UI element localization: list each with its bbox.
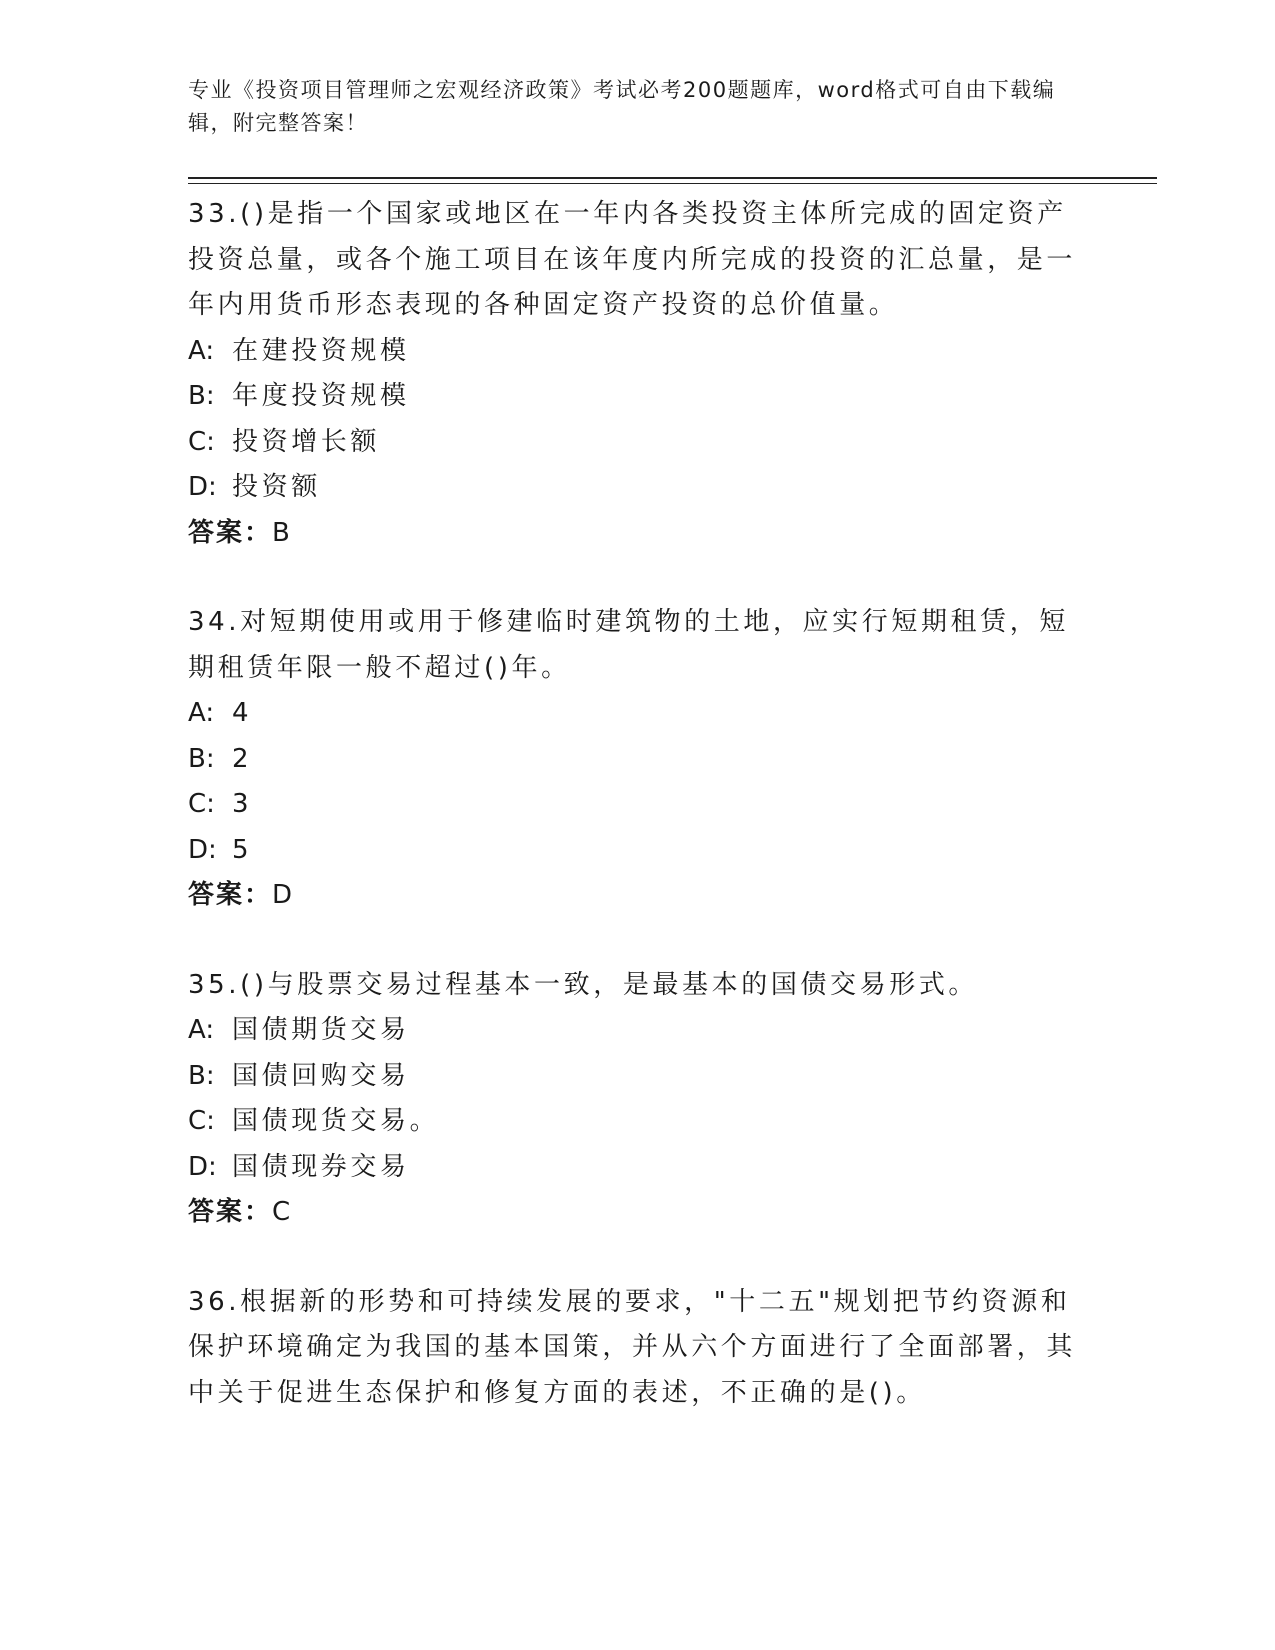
- question-text: 36.根据新的形势和可持续发展的要求，"十二五"规划把节约资源和保护环境确定为我国的基本国策，并从六个方面进行了全面部署，其中关于促进生态保护和修复方面的表述，不正确的是()。: [188, 1286, 1077, 1408]
- answer-label: 答案：: [188, 880, 273, 910]
- answer-value: C: [272, 1197, 292, 1227]
- answer-line: [188, 1190, 1088, 1236]
- option-text: 国债现券交易: [232, 1151, 410, 1182]
- option-label: B:: [188, 381, 215, 411]
- option-c: [188, 782, 1088, 828]
- question-text: 35.()与股票交易过程基本一致，是最基本的国债交易形式。: [188, 969, 979, 1000]
- option-b: [188, 374, 1088, 420]
- question-text: 33.()是指一个国家或地区在一年内各类投资主体所完成的固定资产投资总量，或各个施工项目在该年度内所完成的投资的汇总量，是一年内用货币形态表现的各种固定资产投资的总价值量。: [188, 199, 1077, 320]
- option-label: C:: [188, 789, 215, 819]
- question-text: 34.对短期使用或用于修建临时建筑物的土地，应实行短期租赁，短期租赁年限一般不超过()年。: [188, 607, 1069, 683]
- option-text: 国债期货交易: [232, 1015, 410, 1045]
- header-rule-thin: [188, 183, 1157, 184]
- option-label: A:: [188, 1015, 215, 1045]
- option-c: [188, 1099, 1088, 1145]
- option-label: B:: [188, 1060, 215, 1091]
- answer-line: [188, 873, 1088, 919]
- option-d: [188, 828, 1088, 874]
- option-label: C:: [188, 426, 215, 457]
- option-text: 5: [232, 834, 253, 865]
- header-rule-thick: [188, 177, 1157, 179]
- question-33: [188, 192, 1088, 556]
- option-text: 年度投资规模: [232, 381, 410, 411]
- option-label: A:: [188, 335, 215, 366]
- option-label: D:: [188, 1151, 217, 1182]
- question-36: [188, 1280, 1088, 1417]
- option-text: 3: [232, 789, 253, 819]
- option-c: [188, 420, 1088, 466]
- option-text: 国债回购交易: [232, 1060, 410, 1091]
- answer-label: 答案：: [188, 517, 273, 548]
- question-35: [188, 963, 1088, 1236]
- option-text: 国债现货交易。: [232, 1106, 440, 1136]
- option-a: [188, 691, 1088, 737]
- option-label: A:: [188, 698, 215, 728]
- option-a: [188, 1008, 1088, 1054]
- answer-value: D: [272, 880, 294, 910]
- answer-line: [188, 511, 1088, 557]
- option-d: [188, 465, 1088, 511]
- option-b: [188, 1054, 1088, 1100]
- answer-value: B: [272, 517, 291, 548]
- answer-label: 答案：: [188, 1197, 273, 1227]
- option-d: [188, 1145, 1088, 1191]
- question-34: [188, 600, 1088, 919]
- document-header: 专业《投资项目管理师之宏观经济政策》考试必考200题题库，word格式可自由下载编辑，附完整答案！: [188, 78, 1056, 135]
- option-label: C:: [188, 1106, 215, 1136]
- option-text: 在建投资规模: [232, 335, 410, 366]
- option-b: [188, 737, 1088, 783]
- option-label: D:: [188, 472, 217, 502]
- option-a: [188, 329, 1088, 375]
- option-text: 2: [232, 743, 253, 774]
- question-list: [188, 192, 1088, 1460]
- option-text: 投资额: [232, 472, 321, 502]
- option-text: 投资增长额: [232, 426, 381, 457]
- option-text: 4: [232, 698, 253, 728]
- option-label: B:: [188, 743, 215, 774]
- option-label: D:: [188, 834, 217, 865]
